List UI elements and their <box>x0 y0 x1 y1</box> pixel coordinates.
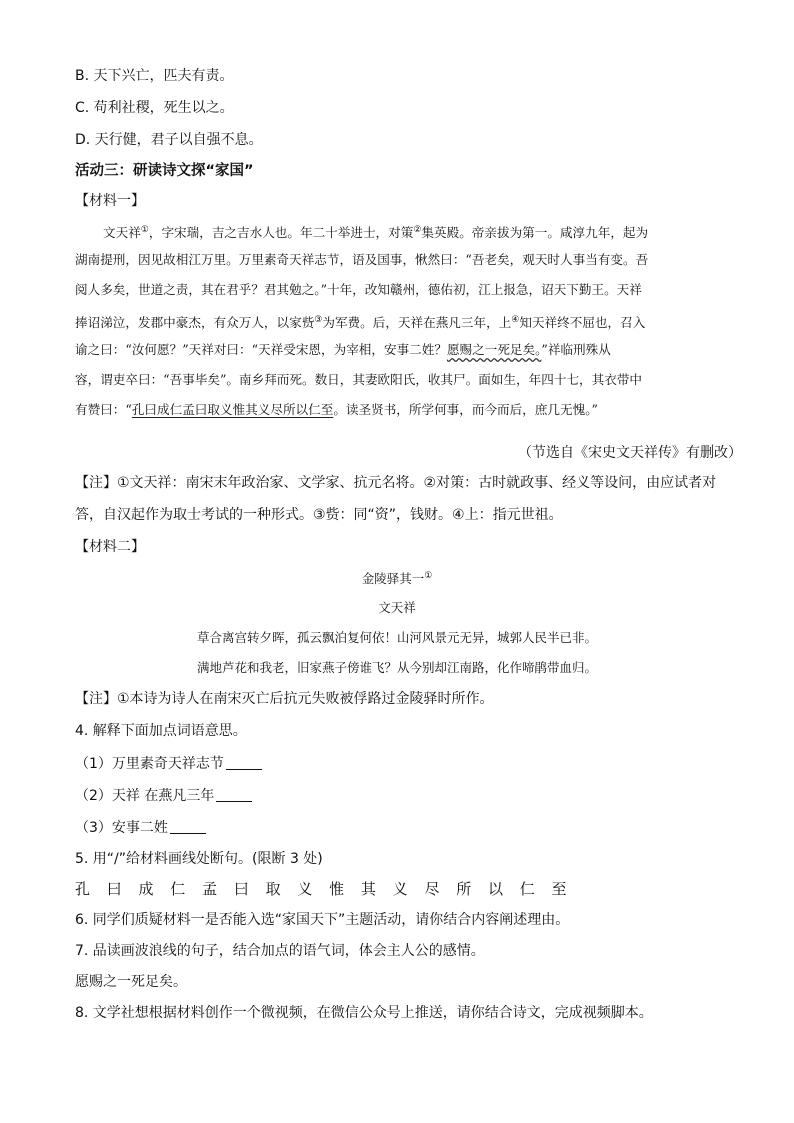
question-7-sentence: 愿赐之一死足矣。 <box>75 974 187 990</box>
answer-blank[interactable] <box>216 787 252 802</box>
note-1-line-1: 【注】①文天祥：南宋末年政治家、文学家、抗元名将。②对策：古时就政事、经义等设问，由应试者对 <box>75 475 717 491</box>
passage-line: 文天祥①，字宋瑞，吉之吉水人也。年二十举进士，对策②集英殿。帝亲拔为第一。咸淳九年，起为 <box>103 225 649 240</box>
poem-title: 金陵驿其一① <box>361 571 433 586</box>
wavy-underlined-sentence: 愿赐之一死足矣。 <box>446 342 542 357</box>
passage-line: 捧诏涕泣，发郡中豪杰，有众万人，以家赀③为军费。后，天祥在燕凡三年，上④知天祥终不屈也，召入 <box>75 315 646 330</box>
answer-blank[interactable] <box>226 755 262 770</box>
option-b: B. 天下兴亡，匹夫有责。 <box>75 68 234 84</box>
question-4: 4. 解释下面加点词语意思。 <box>75 723 247 739</box>
material-1-label: 【材料一】 <box>75 193 145 209</box>
question-8: 8. 文学社想根据材料创作一个微视频，在微信公众号上推送，请你结合诗文，完成视频脚本。 <box>75 1005 653 1021</box>
poem-author: 文天祥 <box>378 600 416 615</box>
question-5: 5. 用“/”给材料画线处断句。(限断 3 处) <box>75 851 323 867</box>
passage-line: 有赞曰：“孔曰成仁孟曰取义惟其义尽所以仁至。读圣贤书，所学何事，而今而后，庶几无愧。” <box>75 402 598 417</box>
passage-line: 阅人多矣，世道之责，其在君乎？君其勉之。”十年，改知赣州，德佑初，江上报急，诏天下勤王。天祥 <box>75 282 642 297</box>
poem-line-2: 满地芦花和我老，旧家燕子傍谁飞？从今别却江南路，化作啼鹃带血归。 <box>196 660 597 675</box>
passage-line: 湖南提刑，因见故相江万里。万里素奇天祥志节，语及国事，愀然曰：“吾老矣，观天时人事当有变。吾 <box>75 252 649 267</box>
passage-line: 容，谓吏卒曰：“吾事毕矣”。南乡拜而死。数日，其妻欧阳氏，收其尸。面如生，年四十七，其衣带中 <box>75 372 643 387</box>
question-4-item-1: （1）万里素奇天祥志节 <box>75 754 262 774</box>
underlined-sentence: 孔曰成仁孟曰取义惟其义尽所以仁至 <box>131 402 334 417</box>
option-c: C. 苟利社稷，死生以之。 <box>75 100 234 116</box>
question-4-item-2: （2）天祥 在燕凡三年 <box>75 786 252 806</box>
option-d: D. 天行健，君子以自强不息。 <box>75 132 263 148</box>
question-4-item-3: （3）安事二姓 <box>75 818 206 838</box>
note-2: 【注】①本诗为诗人在南宋灭亡后抗元失败被俘路过金陵驿时所作。 <box>75 691 494 707</box>
material-2-label: 【材料二】 <box>75 539 145 555</box>
note-1-line-2: 答，自汉起作为取士考试的一种形式。③赀：同“资”，钱财。④上：指元世祖。 <box>75 507 563 523</box>
passage-line: 谕之曰：“汝何愿？”天祥对曰：“天祥受宋恩，为宰相，安事二姓？愿赐之一死足矣。”祥临刑殊从 <box>75 342 611 357</box>
activity-3-heading: 活动三：研读诗文探“家国” <box>75 163 254 179</box>
material-1-source: （节选自《宋史文天祥传》有删改） <box>518 445 742 461</box>
material-1-passage <box>75 215 727 425</box>
answer-blank[interactable] <box>170 819 206 834</box>
question-5-text: 孔 曰 成 仁 孟 曰 取 义 惟 其 义 尽 所 以 仁 至 <box>75 880 573 898</box>
question-7: 7. 品读画波浪线的句子，结合加点的语气词，体会主人公的感情。 <box>75 943 485 959</box>
poem-line-1: 草合离宫转夕晖，孤云飘泊复何依！山河风景元无异，城郭人民半已非。 <box>196 630 597 645</box>
question-6: 6. 同学们质疑材料一是否能入选“家国天下”主题活动，请你结合内容阐述理由。 <box>75 912 570 928</box>
